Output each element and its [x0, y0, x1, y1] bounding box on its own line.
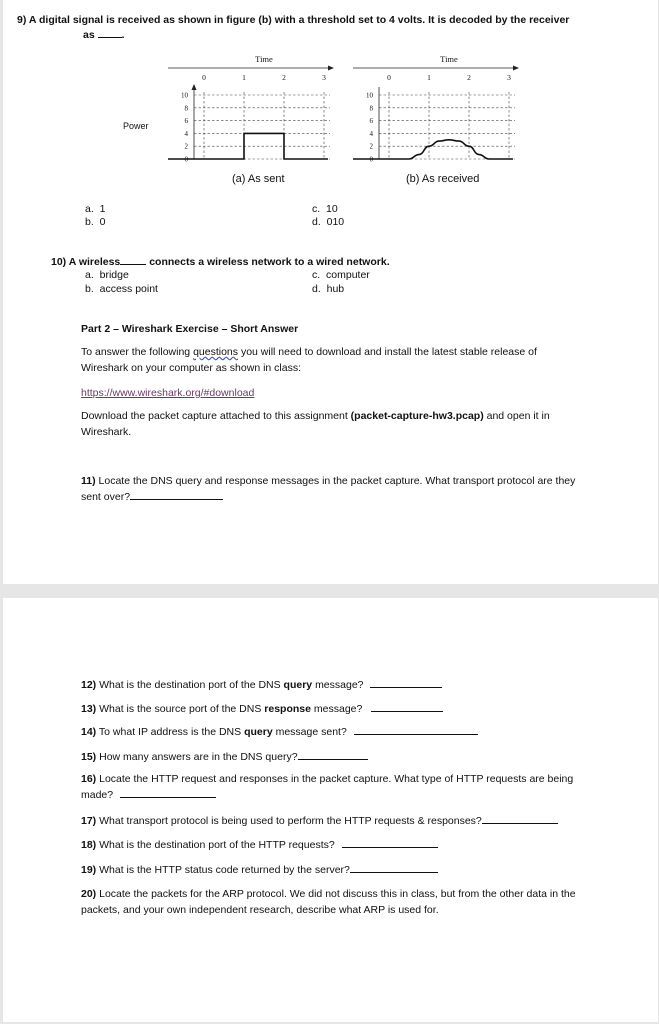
y-axis-arrow-head [192, 84, 197, 90]
q9-period: . [121, 29, 125, 41]
q10-text [51, 255, 390, 268]
option-letter: c. [312, 269, 321, 281]
option-text: hub [326, 283, 345, 295]
caption-as-received: (b) As received [406, 173, 480, 185]
q12 [81, 678, 442, 691]
q19-answer-blank[interactable] [350, 863, 438, 873]
q13-text-pre: What is the source port of the DNS [99, 703, 262, 715]
q14-answer-blank[interactable] [354, 725, 478, 735]
x-tick-label: 3 [322, 73, 326, 82]
q15 [81, 750, 368, 763]
x-tick-label: 2 [282, 73, 286, 82]
option-letter: b. [85, 216, 94, 228]
q14 [81, 725, 478, 738]
x-tick-label: 0 [202, 73, 206, 82]
q10-prefix: A wireless [68, 256, 121, 268]
q15-answer-blank[interactable] [298, 750, 368, 760]
intro-squiggle-word: questions [193, 346, 239, 358]
q17-number: 17) [81, 815, 97, 827]
y-tick-label: 2 [184, 142, 188, 151]
power-axis-label: Power [123, 121, 149, 131]
q18-number: 18) [81, 839, 97, 851]
q12-number: 12) [81, 679, 97, 691]
download-pre: Download the packet capture attached to this assignment [81, 410, 348, 422]
q14-number: 14) [81, 726, 97, 738]
q13-text-post: message? [313, 703, 363, 715]
q10-answer-blank [120, 255, 146, 265]
q18-text: What is the destination port of the HTTP requests? [99, 839, 335, 851]
option-text: computer [326, 269, 370, 281]
figure-a [168, 54, 334, 164]
q15-number: 15) [81, 751, 97, 763]
y-tick-label: 8 [184, 104, 188, 113]
figure-b [353, 54, 519, 164]
y-tick-label: 10 [366, 91, 373, 100]
x-tick-label: 2 [467, 73, 471, 82]
time-arrow-head [513, 66, 519, 71]
option-text: bridge [99, 269, 129, 281]
q14-text-post: message sent? [275, 726, 347, 738]
q19-text: What is the HTTP status code returned by the server? [99, 864, 350, 876]
q20 [81, 886, 589, 918]
q11-text: Locate the DNS query and response messages in the packet capture. What transport protocol are they sent over? [81, 475, 576, 503]
signal-series-line [353, 140, 513, 159]
y-tick-label: 4 [184, 129, 188, 138]
q10-number: 10) [51, 256, 67, 268]
download-filename: (packet-capture-hw3.pcap) [350, 410, 484, 422]
y-tick-label: 2 [369, 142, 373, 151]
y-tick-label: 6 [184, 117, 188, 126]
q19-number: 19) [81, 864, 97, 876]
q14-text-pre: To what IP address is the DNS [98, 726, 242, 738]
option-letter: d. [312, 216, 321, 228]
part2-heading: Part 2 – Wireshark Exercise – Short Answer [81, 323, 299, 335]
q13-answer-blank[interactable] [371, 702, 443, 712]
q11 [81, 473, 586, 505]
q9-option-d[interactable] [312, 216, 344, 228]
y-tick-label: 0 [184, 155, 188, 164]
time-arrow-head [328, 66, 334, 71]
q11-answer-blank[interactable] [130, 490, 223, 500]
q9-option-a[interactable] [85, 203, 105, 215]
option-letter: a. [85, 203, 94, 215]
q16-number: 16) [81, 773, 97, 785]
q10-option-a[interactable] [85, 269, 129, 281]
q12-answer-blank[interactable] [370, 678, 442, 688]
option-text: 10 [326, 203, 338, 215]
q9-line1 [17, 14, 569, 26]
q9-number: 9) [17, 14, 27, 26]
q20-text: Locate the packets for the ARP protocol. We did not discuss this in class, but from the other data in the packets, and your own independent research, describe what ARP is used for. [81, 888, 576, 916]
y-tick-label: 4 [369, 129, 373, 138]
part2-intro [81, 344, 576, 376]
q10-option-b[interactable] [85, 283, 158, 295]
q10-option-d[interactable] [312, 283, 344, 295]
q12-text-bold: query [283, 679, 313, 691]
document-page-2 [3, 598, 658, 1022]
q18-answer-blank[interactable] [342, 838, 438, 848]
q13-text-bold: response [264, 703, 311, 715]
time-axis-label: Time [255, 54, 273, 64]
q19 [81, 863, 438, 876]
q11-number: 11) [81, 475, 96, 487]
document-page-1 [3, 0, 658, 584]
q17-text: What transport protocol is being used to perform the HTTP requests & responses? [99, 815, 482, 827]
y-tick-label: 8 [369, 104, 373, 113]
q10-suffix: connects a wireless network to a wired network. [149, 256, 390, 268]
intro-post: you will need to download and install the latest stable release of Wireshark on your computer as shown in class: [81, 346, 537, 374]
q13-number: 13) [81, 703, 97, 715]
y-tick-label: 0 [369, 155, 373, 164]
q17-answer-blank[interactable] [482, 814, 558, 824]
intro-pre: To answer the following [81, 346, 191, 358]
q20-number: 20) [81, 888, 97, 900]
option-text: 0 [99, 216, 106, 228]
part2-download-instructions [81, 408, 581, 440]
q9-text: A digital signal is received as shown in figure (b) with a threshold set to 4 volts. It is decoded by the receiver [28, 14, 570, 26]
q12-text-post: message? [315, 679, 364, 691]
q16-text: Locate the HTTP request and responses in the packet capture. What type of HTTP requests are being made? [81, 773, 574, 801]
option-text: access point [99, 283, 158, 295]
option-text: 010 [326, 216, 345, 228]
option-letter: c. [312, 203, 321, 215]
caption-as-sent: (a) As sent [232, 173, 285, 185]
q9-text2: as [83, 29, 95, 41]
option-letter: a. [85, 269, 94, 281]
option-letter: b. [85, 283, 94, 295]
q16 [81, 771, 586, 803]
x-tick-label: 1 [427, 73, 431, 82]
q15-text: How many answers are in the DNS query? [99, 751, 298, 763]
x-tick-label: 3 [507, 73, 511, 82]
option-letter: d. [312, 283, 321, 295]
q9-option-b[interactable] [85, 216, 105, 228]
y-tick-label: 10 [181, 91, 188, 100]
q16-answer-blank[interactable] [120, 788, 216, 798]
option-text: 1 [99, 203, 106, 215]
download-post: and open it in Wireshark. [81, 410, 550, 438]
q12-text-pre: What is the destination port of the DNS [99, 679, 281, 691]
x-tick-label: 0 [387, 73, 391, 82]
q14-text-bold: query [244, 726, 273, 738]
q9-option-c[interactable] [312, 203, 338, 215]
y-tick-label: 6 [369, 117, 373, 126]
q9-line2 [83, 28, 125, 41]
q13 [81, 702, 443, 715]
q10-option-c[interactable] [312, 269, 370, 281]
x-tick-label: 1 [242, 73, 246, 82]
q17 [81, 814, 558, 827]
wireshark-download-link[interactable]: https://www.wireshark.org/#download [81, 387, 255, 399]
q18 [81, 838, 438, 851]
time-axis-label: Time [440, 54, 458, 64]
q9-answer-blank [98, 28, 122, 38]
